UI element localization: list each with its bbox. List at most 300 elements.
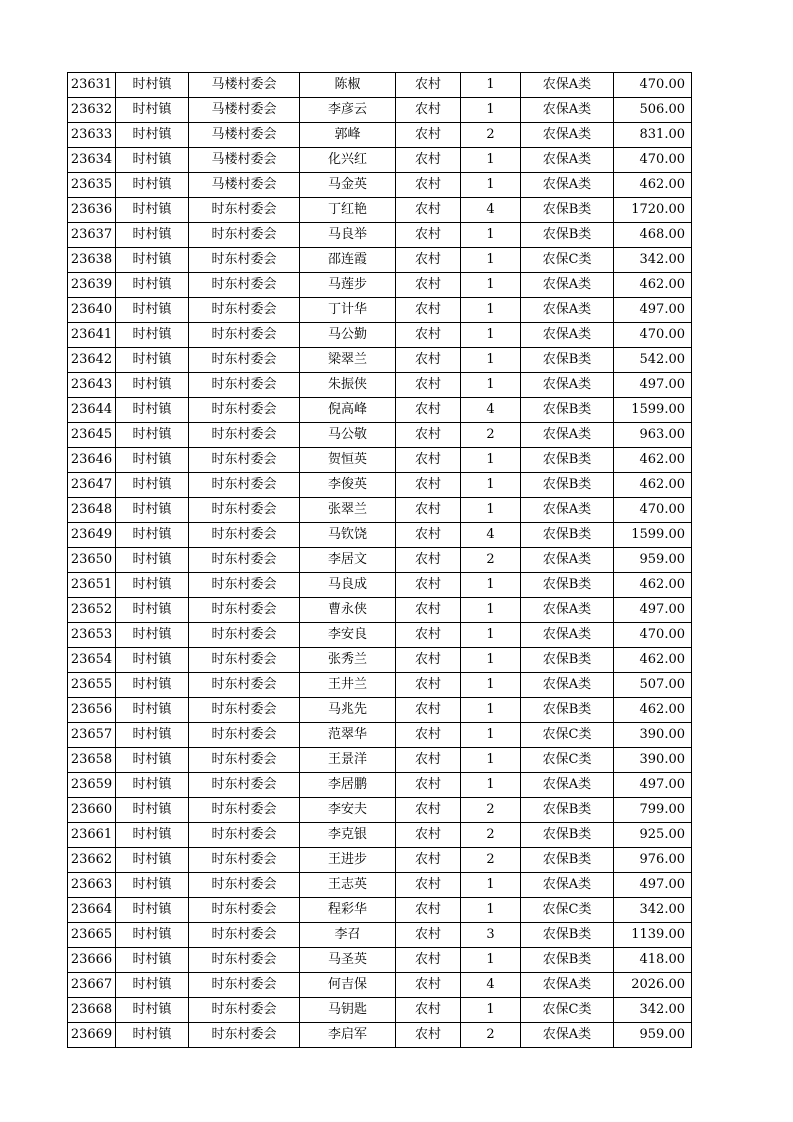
amount-cell: 831.00 xyxy=(614,123,692,148)
village-committee-cell: 时东村委会 xyxy=(189,698,300,723)
table-row xyxy=(68,1023,692,1048)
village-committee-cell: 时东村委会 xyxy=(189,848,300,873)
member-count-cell: 2 xyxy=(461,548,521,573)
village-committee-cell: 时东村委会 xyxy=(189,748,300,773)
village-committee-cell: 马楼村委会 xyxy=(189,148,300,173)
person-name-cell: 马良举 xyxy=(300,223,396,248)
person-name-cell: 陈椒 xyxy=(300,73,396,98)
village-committee-cell: 时东村委会 xyxy=(189,323,300,348)
village-committee-cell: 时东村委会 xyxy=(189,673,300,698)
member-count-cell: 1 xyxy=(461,348,521,373)
table-row xyxy=(68,548,692,573)
village-committee-cell: 时东村委会 xyxy=(189,773,300,798)
category-cell: 农保B类 xyxy=(521,948,614,973)
category-cell: 农保B类 xyxy=(521,923,614,948)
household-type-cell: 农村 xyxy=(396,648,461,673)
person-name-cell: 李彦云 xyxy=(300,98,396,123)
record-id-cell: 23667 xyxy=(68,973,116,998)
village-committee-cell: 时东村委会 xyxy=(189,648,300,673)
town-cell: 时村镇 xyxy=(116,1023,189,1048)
town-cell: 时村镇 xyxy=(116,548,189,573)
table-row xyxy=(68,873,692,898)
town-cell: 时村镇 xyxy=(116,448,189,473)
table-row xyxy=(68,898,692,923)
person-name-cell: 马金英 xyxy=(300,173,396,198)
person-name-cell: 何吉保 xyxy=(300,973,396,998)
town-cell: 时村镇 xyxy=(116,923,189,948)
village-committee-cell: 时东村委会 xyxy=(189,923,300,948)
village-committee-cell: 时东村委会 xyxy=(189,473,300,498)
category-cell: 农保C类 xyxy=(521,248,614,273)
category-cell: 农保A类 xyxy=(521,123,614,148)
person-name-cell: 李居文 xyxy=(300,548,396,573)
person-name-cell: 马圣英 xyxy=(300,948,396,973)
household-type-cell: 农村 xyxy=(396,948,461,973)
household-type-cell: 农村 xyxy=(396,573,461,598)
record-id-cell: 23661 xyxy=(68,823,116,848)
member-count-cell: 1 xyxy=(461,248,521,273)
member-count-cell: 2 xyxy=(461,123,521,148)
person-name-cell: 李居鹏 xyxy=(300,773,396,798)
category-cell: 农保B类 xyxy=(521,223,614,248)
member-count-cell: 3 xyxy=(461,923,521,948)
town-cell: 时村镇 xyxy=(116,898,189,923)
amount-cell: 497.00 xyxy=(614,373,692,398)
town-cell: 时村镇 xyxy=(116,473,189,498)
table-row xyxy=(68,698,692,723)
category-cell: 农保A类 xyxy=(521,273,614,298)
person-name-cell: 李俊英 xyxy=(300,473,396,498)
household-type-cell: 农村 xyxy=(396,923,461,948)
table-row xyxy=(68,373,692,398)
village-committee-cell: 时东村委会 xyxy=(189,298,300,323)
household-type-cell: 农村 xyxy=(396,673,461,698)
household-type-cell: 农村 xyxy=(396,198,461,223)
amount-cell: 1599.00 xyxy=(614,523,692,548)
category-cell: 农保B类 xyxy=(521,398,614,423)
record-id-cell: 23656 xyxy=(68,698,116,723)
member-count-cell: 1 xyxy=(461,748,521,773)
category-cell: 农保B类 xyxy=(521,473,614,498)
table-row xyxy=(68,298,692,323)
record-id-cell: 23637 xyxy=(68,223,116,248)
table-row xyxy=(68,423,692,448)
record-id-cell: 23651 xyxy=(68,573,116,598)
village-committee-cell: 时东村委会 xyxy=(189,623,300,648)
amount-cell: 462.00 xyxy=(614,273,692,298)
town-cell: 时村镇 xyxy=(116,298,189,323)
amount-cell: 497.00 xyxy=(614,298,692,323)
town-cell: 时村镇 xyxy=(116,573,189,598)
amount-cell: 799.00 xyxy=(614,798,692,823)
table-row xyxy=(68,148,692,173)
member-count-cell: 1 xyxy=(461,73,521,98)
member-count-cell: 1 xyxy=(461,573,521,598)
town-cell: 时村镇 xyxy=(116,623,189,648)
household-type-cell: 农村 xyxy=(396,698,461,723)
table-row xyxy=(68,923,692,948)
record-id-cell: 23643 xyxy=(68,373,116,398)
table-row xyxy=(68,523,692,548)
amount-cell: 1720.00 xyxy=(614,198,692,223)
table-row xyxy=(68,973,692,998)
amount-cell: 959.00 xyxy=(614,1023,692,1048)
member-count-cell: 2 xyxy=(461,423,521,448)
record-id-cell: 23652 xyxy=(68,598,116,623)
amount-cell: 470.00 xyxy=(614,623,692,648)
town-cell: 时村镇 xyxy=(116,98,189,123)
member-count-cell: 1 xyxy=(461,648,521,673)
town-cell: 时村镇 xyxy=(116,323,189,348)
category-cell: 农保A类 xyxy=(521,873,614,898)
town-cell: 时村镇 xyxy=(116,948,189,973)
member-count-cell: 1 xyxy=(461,498,521,523)
town-cell: 时村镇 xyxy=(116,148,189,173)
town-cell: 时村镇 xyxy=(116,598,189,623)
amount-cell: 462.00 xyxy=(614,448,692,473)
amount-cell: 462.00 xyxy=(614,473,692,498)
category-cell: 农保B类 xyxy=(521,698,614,723)
category-cell: 农保C类 xyxy=(521,998,614,1023)
category-cell: 农保C类 xyxy=(521,898,614,923)
person-name-cell: 程彩华 xyxy=(300,898,396,923)
town-cell: 时村镇 xyxy=(116,798,189,823)
household-type-cell: 农村 xyxy=(396,98,461,123)
category-cell: 农保B类 xyxy=(521,798,614,823)
household-type-cell: 农村 xyxy=(396,348,461,373)
household-type-cell: 农村 xyxy=(396,998,461,1023)
household-type-cell: 农村 xyxy=(396,723,461,748)
person-name-cell: 丁红艳 xyxy=(300,198,396,223)
member-count-cell: 1 xyxy=(461,698,521,723)
table-row xyxy=(68,748,692,773)
household-type-cell: 农村 xyxy=(396,173,461,198)
town-cell: 时村镇 xyxy=(116,698,189,723)
household-type-cell: 农村 xyxy=(396,423,461,448)
table-row xyxy=(68,948,692,973)
person-name-cell: 张秀兰 xyxy=(300,648,396,673)
household-type-cell: 农村 xyxy=(396,598,461,623)
town-cell: 时村镇 xyxy=(116,423,189,448)
record-id-cell: 23657 xyxy=(68,723,116,748)
member-count-cell: 2 xyxy=(461,1023,521,1048)
person-name-cell: 马钥匙 xyxy=(300,998,396,1023)
table-row xyxy=(68,398,692,423)
person-name-cell: 倪高峰 xyxy=(300,398,396,423)
town-cell: 时村镇 xyxy=(116,998,189,1023)
household-type-cell: 农村 xyxy=(396,473,461,498)
member-count-cell: 1 xyxy=(461,298,521,323)
household-type-cell: 农村 xyxy=(396,523,461,548)
record-id-cell: 23640 xyxy=(68,298,116,323)
amount-cell: 1599.00 xyxy=(614,398,692,423)
amount-cell: 2026.00 xyxy=(614,973,692,998)
record-id-cell: 23662 xyxy=(68,848,116,873)
record-id-cell: 23644 xyxy=(68,398,116,423)
person-name-cell: 李安良 xyxy=(300,623,396,648)
amount-cell: 542.00 xyxy=(614,348,692,373)
person-name-cell: 李召 xyxy=(300,923,396,948)
category-cell: 农保A类 xyxy=(521,598,614,623)
table-row xyxy=(68,323,692,348)
record-id-cell: 23654 xyxy=(68,648,116,673)
member-count-cell: 1 xyxy=(461,273,521,298)
town-cell: 时村镇 xyxy=(116,723,189,748)
member-count-cell: 4 xyxy=(461,198,521,223)
table-row xyxy=(68,998,692,1023)
table-row xyxy=(68,498,692,523)
town-cell: 时村镇 xyxy=(116,223,189,248)
village-committee-cell: 时东村委会 xyxy=(189,448,300,473)
household-type-cell: 农村 xyxy=(396,448,461,473)
member-count-cell: 1 xyxy=(461,473,521,498)
town-cell: 时村镇 xyxy=(116,823,189,848)
village-committee-cell: 时东村委会 xyxy=(189,1023,300,1048)
town-cell: 时村镇 xyxy=(116,673,189,698)
person-name-cell: 曹永侠 xyxy=(300,598,396,623)
person-name-cell: 邵连霞 xyxy=(300,248,396,273)
town-cell: 时村镇 xyxy=(116,498,189,523)
member-count-cell: 4 xyxy=(461,523,521,548)
household-type-cell: 农村 xyxy=(396,748,461,773)
category-cell: 农保B类 xyxy=(521,198,614,223)
record-id-cell: 23647 xyxy=(68,473,116,498)
person-name-cell: 张翠兰 xyxy=(300,498,396,523)
member-count-cell: 1 xyxy=(461,723,521,748)
village-committee-cell: 马楼村委会 xyxy=(189,123,300,148)
household-type-cell: 农村 xyxy=(396,623,461,648)
amount-cell: 470.00 xyxy=(614,323,692,348)
town-cell: 时村镇 xyxy=(116,123,189,148)
table-row xyxy=(68,648,692,673)
record-id-cell: 23648 xyxy=(68,498,116,523)
town-cell: 时村镇 xyxy=(116,648,189,673)
category-cell: 农保B类 xyxy=(521,848,614,873)
amount-cell: 470.00 xyxy=(614,498,692,523)
amount-cell: 497.00 xyxy=(614,873,692,898)
table-row xyxy=(68,348,692,373)
member-count-cell: 1 xyxy=(461,898,521,923)
record-id-cell: 23645 xyxy=(68,423,116,448)
town-cell: 时村镇 xyxy=(116,773,189,798)
village-committee-cell: 时东村委会 xyxy=(189,798,300,823)
town-cell: 时村镇 xyxy=(116,523,189,548)
village-committee-cell: 时东村委会 xyxy=(189,423,300,448)
record-id-cell: 23669 xyxy=(68,1023,116,1048)
town-cell: 时村镇 xyxy=(116,273,189,298)
category-cell: 农保A类 xyxy=(521,498,614,523)
person-name-cell: 范翠华 xyxy=(300,723,396,748)
amount-cell: 390.00 xyxy=(614,748,692,773)
category-cell: 农保A类 xyxy=(521,98,614,123)
village-committee-cell: 时东村委会 xyxy=(189,823,300,848)
village-committee-cell: 时东村委会 xyxy=(189,873,300,898)
table-row xyxy=(68,173,692,198)
village-committee-cell: 时东村委会 xyxy=(189,248,300,273)
table-row xyxy=(68,598,692,623)
town-cell: 时村镇 xyxy=(116,373,189,398)
household-type-cell: 农村 xyxy=(396,398,461,423)
town-cell: 时村镇 xyxy=(116,73,189,98)
record-id-cell: 23658 xyxy=(68,748,116,773)
record-id-cell: 23639 xyxy=(68,273,116,298)
town-cell: 时村镇 xyxy=(116,173,189,198)
record-id-cell: 23668 xyxy=(68,998,116,1023)
member-count-cell: 4 xyxy=(461,973,521,998)
household-type-cell: 农村 xyxy=(396,223,461,248)
village-committee-cell: 时东村委会 xyxy=(189,948,300,973)
village-committee-cell: 时东村委会 xyxy=(189,498,300,523)
member-count-cell: 1 xyxy=(461,448,521,473)
amount-cell: 470.00 xyxy=(614,148,692,173)
table-row xyxy=(68,673,692,698)
person-name-cell: 李启军 xyxy=(300,1023,396,1048)
village-committee-cell: 马楼村委会 xyxy=(189,98,300,123)
category-cell: 农保A类 xyxy=(521,623,614,648)
person-name-cell: 马良成 xyxy=(300,573,396,598)
amount-cell: 342.00 xyxy=(614,248,692,273)
table-row xyxy=(68,98,692,123)
amount-cell: 497.00 xyxy=(614,598,692,623)
amount-cell: 497.00 xyxy=(614,773,692,798)
amount-cell: 1139.00 xyxy=(614,923,692,948)
member-count-cell: 1 xyxy=(461,148,521,173)
record-id-cell: 23633 xyxy=(68,123,116,148)
amount-cell: 507.00 xyxy=(614,673,692,698)
category-cell: 农保B类 xyxy=(521,348,614,373)
village-committee-cell: 时东村委会 xyxy=(189,723,300,748)
person-name-cell: 马公敬 xyxy=(300,423,396,448)
person-name-cell: 化兴红 xyxy=(300,148,396,173)
member-count-cell: 1 xyxy=(461,173,521,198)
category-cell: 农保A类 xyxy=(521,73,614,98)
table-row xyxy=(68,273,692,298)
record-id-cell: 23650 xyxy=(68,548,116,573)
table-row xyxy=(68,798,692,823)
household-type-cell: 农村 xyxy=(396,873,461,898)
member-count-cell: 1 xyxy=(461,223,521,248)
household-type-cell: 农村 xyxy=(396,248,461,273)
table-row xyxy=(68,823,692,848)
record-id-cell: 23642 xyxy=(68,348,116,373)
household-type-cell: 农村 xyxy=(396,373,461,398)
village-committee-cell: 时东村委会 xyxy=(189,273,300,298)
record-id-cell: 23660 xyxy=(68,798,116,823)
record-id-cell: 23659 xyxy=(68,773,116,798)
household-type-cell: 农村 xyxy=(396,1023,461,1048)
household-type-cell: 农村 xyxy=(396,973,461,998)
person-name-cell: 马莲步 xyxy=(300,273,396,298)
record-id-cell: 23663 xyxy=(68,873,116,898)
town-cell: 时村镇 xyxy=(116,248,189,273)
person-name-cell: 贺恒英 xyxy=(300,448,396,473)
member-count-cell: 4 xyxy=(461,398,521,423)
category-cell: 农保A类 xyxy=(521,773,614,798)
table-row xyxy=(68,123,692,148)
village-committee-cell: 时东村委会 xyxy=(189,198,300,223)
amount-cell: 342.00 xyxy=(614,898,692,923)
household-type-cell: 农村 xyxy=(396,548,461,573)
person-name-cell: 马钦饶 xyxy=(300,523,396,548)
amount-cell: 462.00 xyxy=(614,648,692,673)
category-cell: 农保C类 xyxy=(521,748,614,773)
record-id-cell: 23636 xyxy=(68,198,116,223)
table-row xyxy=(68,223,692,248)
category-cell: 农保B类 xyxy=(521,523,614,548)
category-cell: 农保A类 xyxy=(521,173,614,198)
village-committee-cell: 时东村委会 xyxy=(189,398,300,423)
record-id-cell: 23649 xyxy=(68,523,116,548)
table-row xyxy=(68,573,692,598)
person-name-cell: 王景洋 xyxy=(300,748,396,773)
member-count-cell: 2 xyxy=(461,848,521,873)
amount-cell: 462.00 xyxy=(614,173,692,198)
amount-cell: 506.00 xyxy=(614,98,692,123)
table-row xyxy=(68,448,692,473)
member-count-cell: 2 xyxy=(461,798,521,823)
household-type-cell: 农村 xyxy=(396,823,461,848)
record-id-cell: 23664 xyxy=(68,898,116,923)
category-cell: 农保B类 xyxy=(521,823,614,848)
category-cell: 农保A类 xyxy=(521,373,614,398)
table-row xyxy=(68,848,692,873)
town-cell: 时村镇 xyxy=(116,973,189,998)
record-id-cell: 23634 xyxy=(68,148,116,173)
table-row xyxy=(68,198,692,223)
town-cell: 时村镇 xyxy=(116,848,189,873)
household-type-cell: 农村 xyxy=(396,498,461,523)
village-committee-cell: 时东村委会 xyxy=(189,998,300,1023)
table-row xyxy=(68,773,692,798)
record-id-cell: 23665 xyxy=(68,923,116,948)
member-count-cell: 1 xyxy=(461,948,521,973)
household-type-cell: 农村 xyxy=(396,273,461,298)
household-type-cell: 农村 xyxy=(396,848,461,873)
person-name-cell: 马兆先 xyxy=(300,698,396,723)
town-cell: 时村镇 xyxy=(116,398,189,423)
category-cell: 农保A类 xyxy=(521,673,614,698)
household-type-cell: 农村 xyxy=(396,773,461,798)
category-cell: 农保A类 xyxy=(521,973,614,998)
town-cell: 时村镇 xyxy=(116,873,189,898)
category-cell: 农保A类 xyxy=(521,423,614,448)
record-id-cell: 23666 xyxy=(68,948,116,973)
village-committee-cell: 时东村委会 xyxy=(189,373,300,398)
household-type-cell: 农村 xyxy=(396,123,461,148)
town-cell: 时村镇 xyxy=(116,348,189,373)
person-name-cell: 王志英 xyxy=(300,873,396,898)
category-cell: 农保A类 xyxy=(521,548,614,573)
member-count-cell: 1 xyxy=(461,623,521,648)
person-name-cell: 郭峰 xyxy=(300,123,396,148)
village-committee-cell: 时东村委会 xyxy=(189,348,300,373)
member-count-cell: 1 xyxy=(461,598,521,623)
category-cell: 农保B类 xyxy=(521,448,614,473)
amount-cell: 976.00 xyxy=(614,848,692,873)
table-row xyxy=(68,723,692,748)
person-name-cell: 李克银 xyxy=(300,823,396,848)
table-row xyxy=(68,248,692,273)
person-name-cell: 朱振侠 xyxy=(300,373,396,398)
amount-cell: 468.00 xyxy=(614,223,692,248)
town-cell: 时村镇 xyxy=(116,198,189,223)
member-count-cell: 2 xyxy=(461,823,521,848)
member-count-cell: 1 xyxy=(461,673,521,698)
member-count-cell: 1 xyxy=(461,98,521,123)
amount-cell: 418.00 xyxy=(614,948,692,973)
household-type-cell: 农村 xyxy=(396,323,461,348)
member-count-cell: 1 xyxy=(461,373,521,398)
